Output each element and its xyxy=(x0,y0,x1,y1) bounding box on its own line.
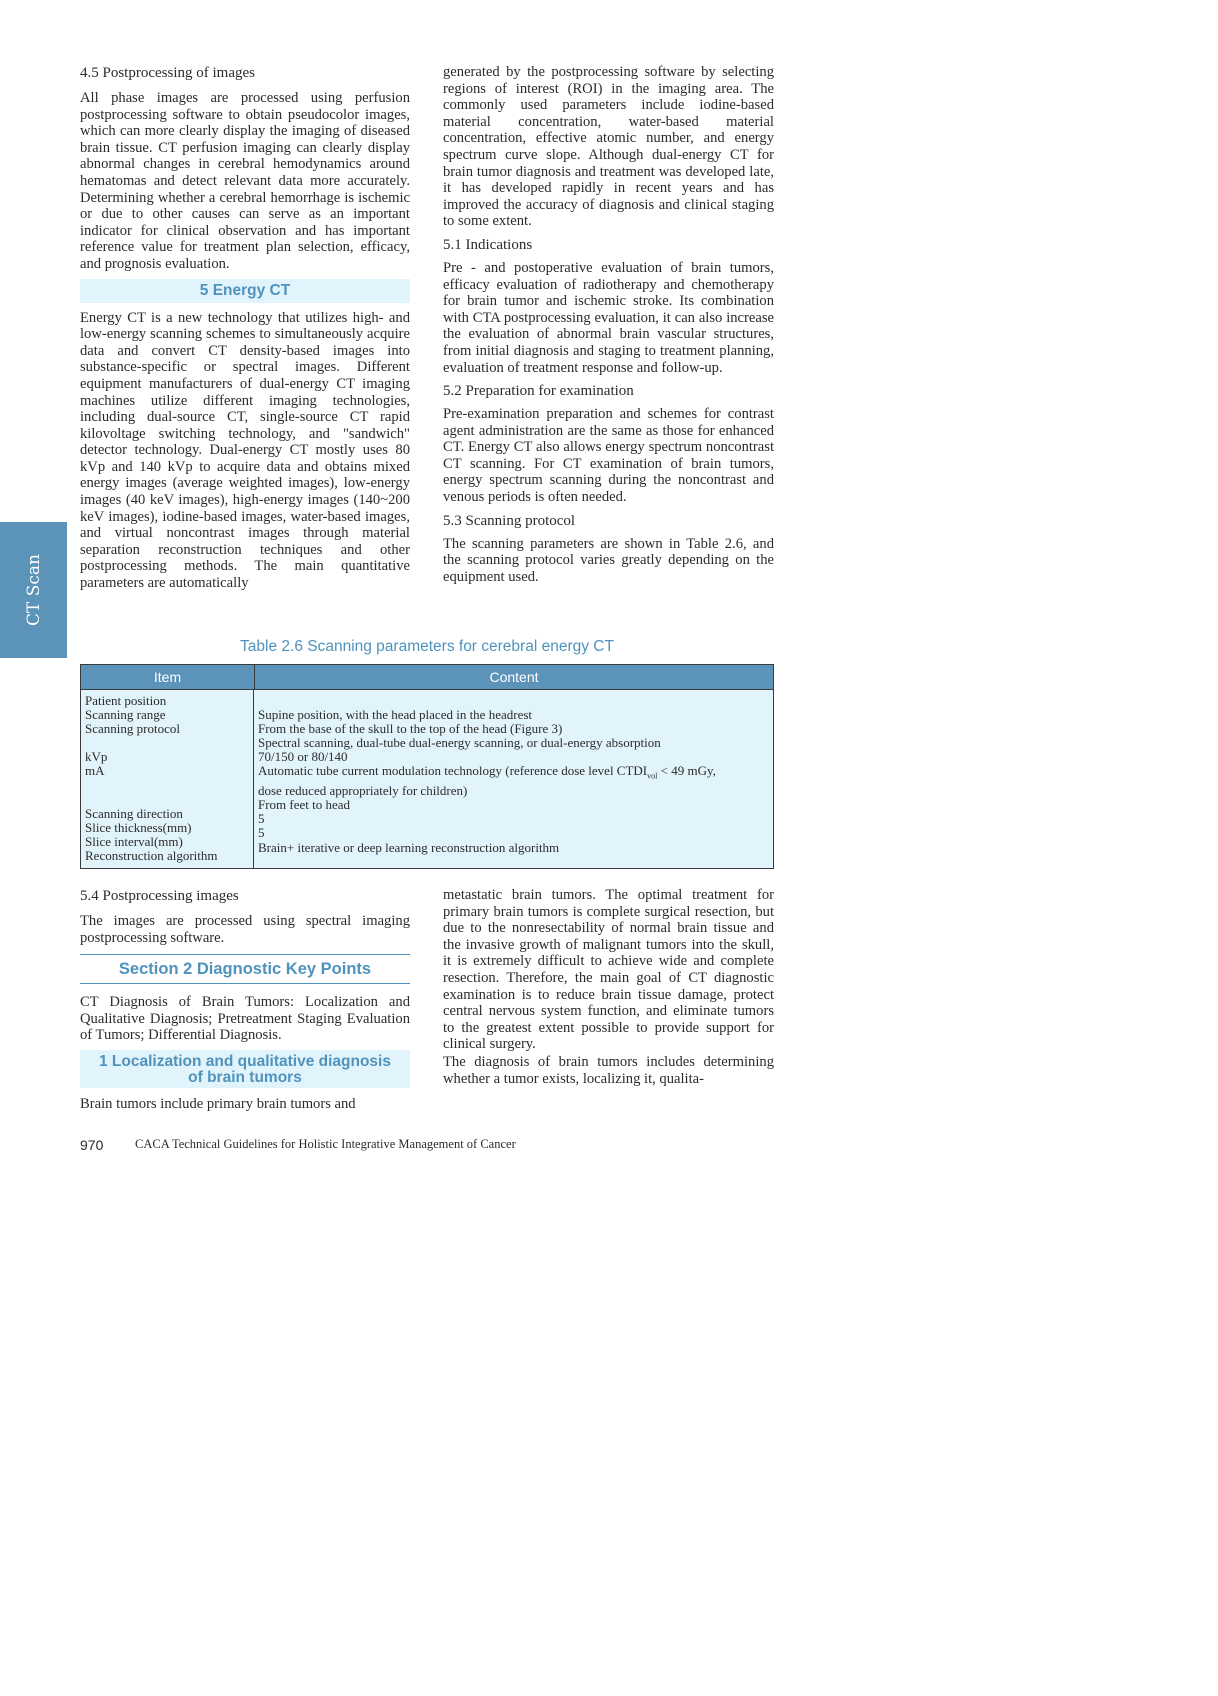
paragraph-diagnosis: The diagnosis of brain tumors includes determining whether a tumor exists, localizing it, qualita- xyxy=(443,1053,774,1087)
page-number: 970 xyxy=(80,1137,104,1153)
page-footer xyxy=(80,1137,516,1153)
section-2-heading: Section 2 Diagnostic Key Points xyxy=(80,954,410,984)
table-content-cell: 5 xyxy=(258,825,265,841)
paragraph-section-2: CT Diagnosis of Brain Tumors: Localization and Qualitative Diagnosis; Pretreatment Staging Evaluation of Tumors; Differential Diagnosis. xyxy=(80,994,410,1044)
table-content-cell: dose reduced appropriately for children) xyxy=(258,783,468,799)
table-header-content: Content xyxy=(489,669,539,685)
table-caption: Table 2.6 Scanning parameters for cerebral energy CT xyxy=(240,638,614,655)
side-tab-label: CT Scan xyxy=(23,553,44,627)
table-content-cell xyxy=(258,855,773,869)
heading-5-3: 5.3 Scanning protocol xyxy=(443,512,576,529)
table-header-row xyxy=(81,665,773,690)
table-item-cell: Scanning protocol xyxy=(85,721,180,737)
table-content-cell-ma xyxy=(258,764,773,784)
table-content-cell: Brain+ iterative or deep learning reconstruction algorithm xyxy=(258,839,560,855)
table-content-cell: Supine position, with the head placed in the headrest xyxy=(258,707,533,723)
paragraph-continued: generated by the postprocessing software by selecting regions of interest (ROI) in the imaging area. The commonly used parameters include iodine-based material concentration, water-based material concentration, effective atomic number, and energy spectrum curve slope. Although dual-energy CT for brain tumor diagnosis and treatment was developed late, it has developed rapidly in recent years and has improved the accuracy of diagnosis and clinical staging to some extent. xyxy=(443,64,774,230)
running-footer-title: CACA Technical Guidelines for Holistic Integrative Management of Cancer xyxy=(135,1137,516,1151)
table-item-cell: Reconstruction algorithm xyxy=(85,848,218,864)
ma-text: Automatic tube current modulation technology (reference dose level CTDI xyxy=(258,763,648,779)
paragraph-5-4: The images are processed using spectral imaging postprocessing software. xyxy=(80,913,410,946)
paragraph-4-5: All phase images are processed using perfusion postprocessing software to obtain pseudocolor images, which can more clearly display the imaging of diseased brain tissue. CT perfusion imaging can clearly display abnormal changes in cerebral hemodynamics around hematomas and detect relevant data more accurately. Determining whether a cerebral hemorrhage is ischemic or due to other causes can serve as an important indicator for clinical observation and has important reference value for treatment plan selection, efficacy, and prognosis evaluation. xyxy=(80,90,410,272)
scanning-parameters-table xyxy=(80,664,774,869)
table-body xyxy=(81,690,773,868)
left-column-bottom xyxy=(80,887,410,1113)
heading-localization: 1 Localization and qualitative diagnosis of brain tumors xyxy=(80,1050,410,1088)
table-header-item: Item xyxy=(81,665,255,689)
table-item-cell: Scanning direction xyxy=(85,805,183,821)
right-column-top xyxy=(443,64,774,585)
paragraph-5-3: The scanning parameters are shown in Table 2.6, and the scanning protocol varies greatly depending on the equipment used. xyxy=(443,535,774,585)
table-item-cell: kVp xyxy=(85,749,108,765)
table-item-cell: Slice interval(mm) xyxy=(85,833,183,849)
heading-4-5: 4.5 Postprocessing of images xyxy=(80,65,255,81)
paragraph-5-1: Pre - and postoperative evaluation of brain tumors, efficacy evaluation of radiotherapy and chemotherapy for brain tumor and ischemic stroke. Its combination with CTA postprocessing evaluation, it can also increase the evaluation of abnormal brain vascular structures, from initial diagnosis and staging to treatment planning, evaluation of treatment response and follow-up. xyxy=(443,259,774,376)
table-item-cell xyxy=(85,793,253,807)
table-content-cell: From feet to head xyxy=(258,797,351,813)
table-content-cell: 5 xyxy=(258,811,265,827)
left-column-top xyxy=(80,64,410,592)
table-content-cell: From the base of the skull to the top of the head (Figure 3) xyxy=(258,721,563,737)
table-item-cell: Patient position xyxy=(85,693,167,708)
side-tab xyxy=(0,522,67,658)
section-heading-energy-ct: 5 Energy CT xyxy=(80,279,410,303)
table-content-cell: 70/150 or 80/140 xyxy=(258,749,348,765)
table-item-column xyxy=(81,690,254,868)
table-content-column xyxy=(254,690,773,868)
table-item-cell xyxy=(85,736,253,750)
heading-5-4: 5.4 Postprocessing images xyxy=(80,888,239,904)
heading-5-1: 5.1 Indications xyxy=(443,236,533,253)
paragraph-metastatic: metastatic brain tumors. The optimal treatment for primary brain tumors is complete surgical resection, but due to the nonresectability of normal brain tissue and the invasive growth of malignant tumors into the skull, it is extremely difficult to achieve wide and complete resection. Therefore, the main goal of CT diagnostic examination is to reduce brain tissue damage, protect central nervous system function, and eliminate tumors to the greatest extent possible to provide support for clinical surgery. xyxy=(443,887,774,1053)
heading-5-2: 5.2 Preparation for examination xyxy=(443,383,634,400)
ma-text-end: < 49 mGy, xyxy=(657,763,716,779)
table-item-cell: Scanning range xyxy=(85,707,166,723)
table-content-cell xyxy=(258,694,773,708)
paragraph-brain-tumors: Brain tumors include primary brain tumors and xyxy=(80,1095,356,1112)
paragraph-5-2: Pre-examination preparation and schemes for contrast agent administration are the same as those for enhanced CT. Energy CT also allows energy spectrum noncontrast CT scanning. For CT examination of brain tumors, energy spectrum scanning during the noncontrast and venous periods is often needed. xyxy=(443,406,774,506)
table-item-cell: Slice thickness(mm) xyxy=(85,819,192,835)
right-column-bottom xyxy=(443,887,774,1087)
table-item-cell xyxy=(85,779,253,793)
table-content-cell: Spectral scanning, dual-tube dual-energy scanning, or dual-energy absorption xyxy=(258,735,661,751)
table-item-cell: mA xyxy=(85,763,105,779)
paragraph-energy-ct: Energy CT is a new technology that utilizes high- and low-energy scanning schemes to simultaneously acquire data and convert CT density-based images into substance-specific or spectral images. Different equipment manufacturers of dual-energy CT imaging machines utilize different imaging technologies, including dual-source CT, single-source CT rapid kilovoltage switching technology, and "sandwich" detector technology. Dual-energy CT mostly uses 80 kVp and 140 kVp to acquire data and obtains mixed energy images (average weighted images), low-energy images (40 keV images), high-energy images (140~200 keV images), iodine-based images, water-based images, and virtual noncontrast images through material separation reconstruction techniques and other postprocessing methods. The main quantitative parameters are automatically xyxy=(80,309,410,592)
ctdi-subscript: vol xyxy=(647,772,658,782)
